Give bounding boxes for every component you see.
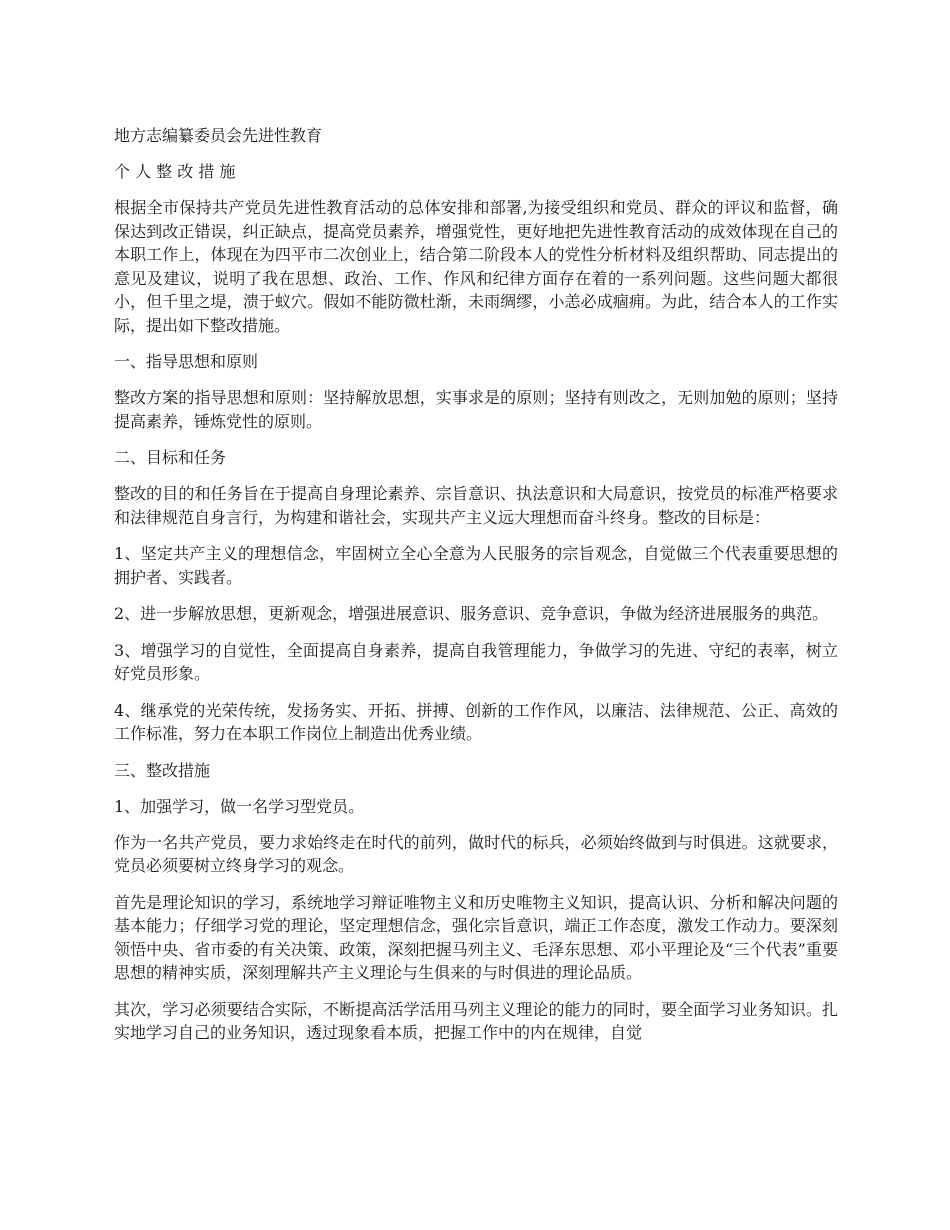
- goal-item: 4、继承党的光荣传统，发扬务实、开拓、拼搏、创新的工作作风，以廉洁、法律规范、公正、高效的工作标准，努力在本职工作岗位上制造出优秀业绩。: [114, 700, 838, 743]
- intro-paragraph: 根据全市保持共产党员先进性教育活动的总体安排和部署,为接受组织和党员、群众的评议和监督，确保达到改正错误，纠正缺点，提高党员素养，增强党性，更好地把先进性教育活动的成效体现在自己的本职工作上，体现在为四平市二次创业上，结合第二阶段本人的党性分析材料及组织帮助、同志提出的意见及建议，说明了我在思想、政治、工作、作风和纪律方面存在着的一系列问题。这些问题大都很小，但千里之堤，溃于蚁穴。假如不能防微杜渐，未雨绸缪，小恙必成痼痈。为此，结合本人的工作实际，提出如下整改措施。: [114, 198, 838, 335]
- section-paragraph: 整改方案的指导思想和原则：坚持解放思想，实事求是的原则；坚持有则改之，无则加勉的原则；坚持提高素养，锤炼党性的原则。: [114, 388, 838, 431]
- goal-item: 1、坚定共产主义的理想信念，牢固树立全心全意为人民服务的宗旨观念，自觉做三个代表重要思想的拥护者、实践者。: [114, 544, 838, 587]
- section-paragraph: 其次，学习必须要结合实际，不断提高活学活用马列主义理论的能力的同时，要全面学习业务知识。扎实地学习自己的业务知识，透过现象看本质，把握工作中的内在规律，自觉: [114, 999, 838, 1042]
- section-heading-guiding-principles: 一、指导思想和原则: [114, 352, 259, 371]
- goal-item: 3、增强学习的自觉性，全面提高自身素养，提高自我管理能力，争做学习的先进、守纪的表率，树立好党员形象。: [114, 640, 838, 683]
- goal-item: 2、进一步解放思想，更新观念，增强进展意识、服务意识、竞争意识，争做为经济进展服务的典范。: [114, 604, 829, 623]
- section-paragraph: 作为一名共产党员，要力求始终走在时代的前列，做时代的标兵，必须始终做到与时俱进。这就要求，党员必须要树立终身学习的观念。: [114, 832, 838, 875]
- measure-item-heading: 1、加强学习，做一名学习型党员。: [114, 796, 365, 816]
- section-paragraph: 首先是理论知识的学习，系统地学习辩证唯物主义和历史唯物主义知识，提高认识、分析和解决问题的基本能力；仔细学习党的理论，坚定理想信念，强化宗旨意识，端正工作态度，激发工作动力。要深刻领悟中央、省市委的有关决策、政策，深刻把握马列主义、毛泽东思想、邓小平理论及“三个代表”重要思想的精神实质，深刻理解共产主义理论与生俱来的与时俱进的理论品质。: [114, 892, 838, 982]
- document-subtitle: 个 人 整 改 措 施: [114, 162, 236, 181]
- document-title: 地方志编纂委员会先进性教育: [114, 126, 323, 145]
- section-paragraph: 整改的目的和任务旨在于提高自身理论素养、宗旨意识、执法意识和大局意识，按党员的标准严格要求和法律规范自身言行，为构建和谐社会，实现共产主义远大理想而奋斗终身。整改的目标是：: [114, 484, 838, 527]
- section-heading-measures: 三、整改措施: [114, 760, 211, 780]
- section-heading-goals-tasks: 二、目标和任务: [114, 448, 227, 467]
